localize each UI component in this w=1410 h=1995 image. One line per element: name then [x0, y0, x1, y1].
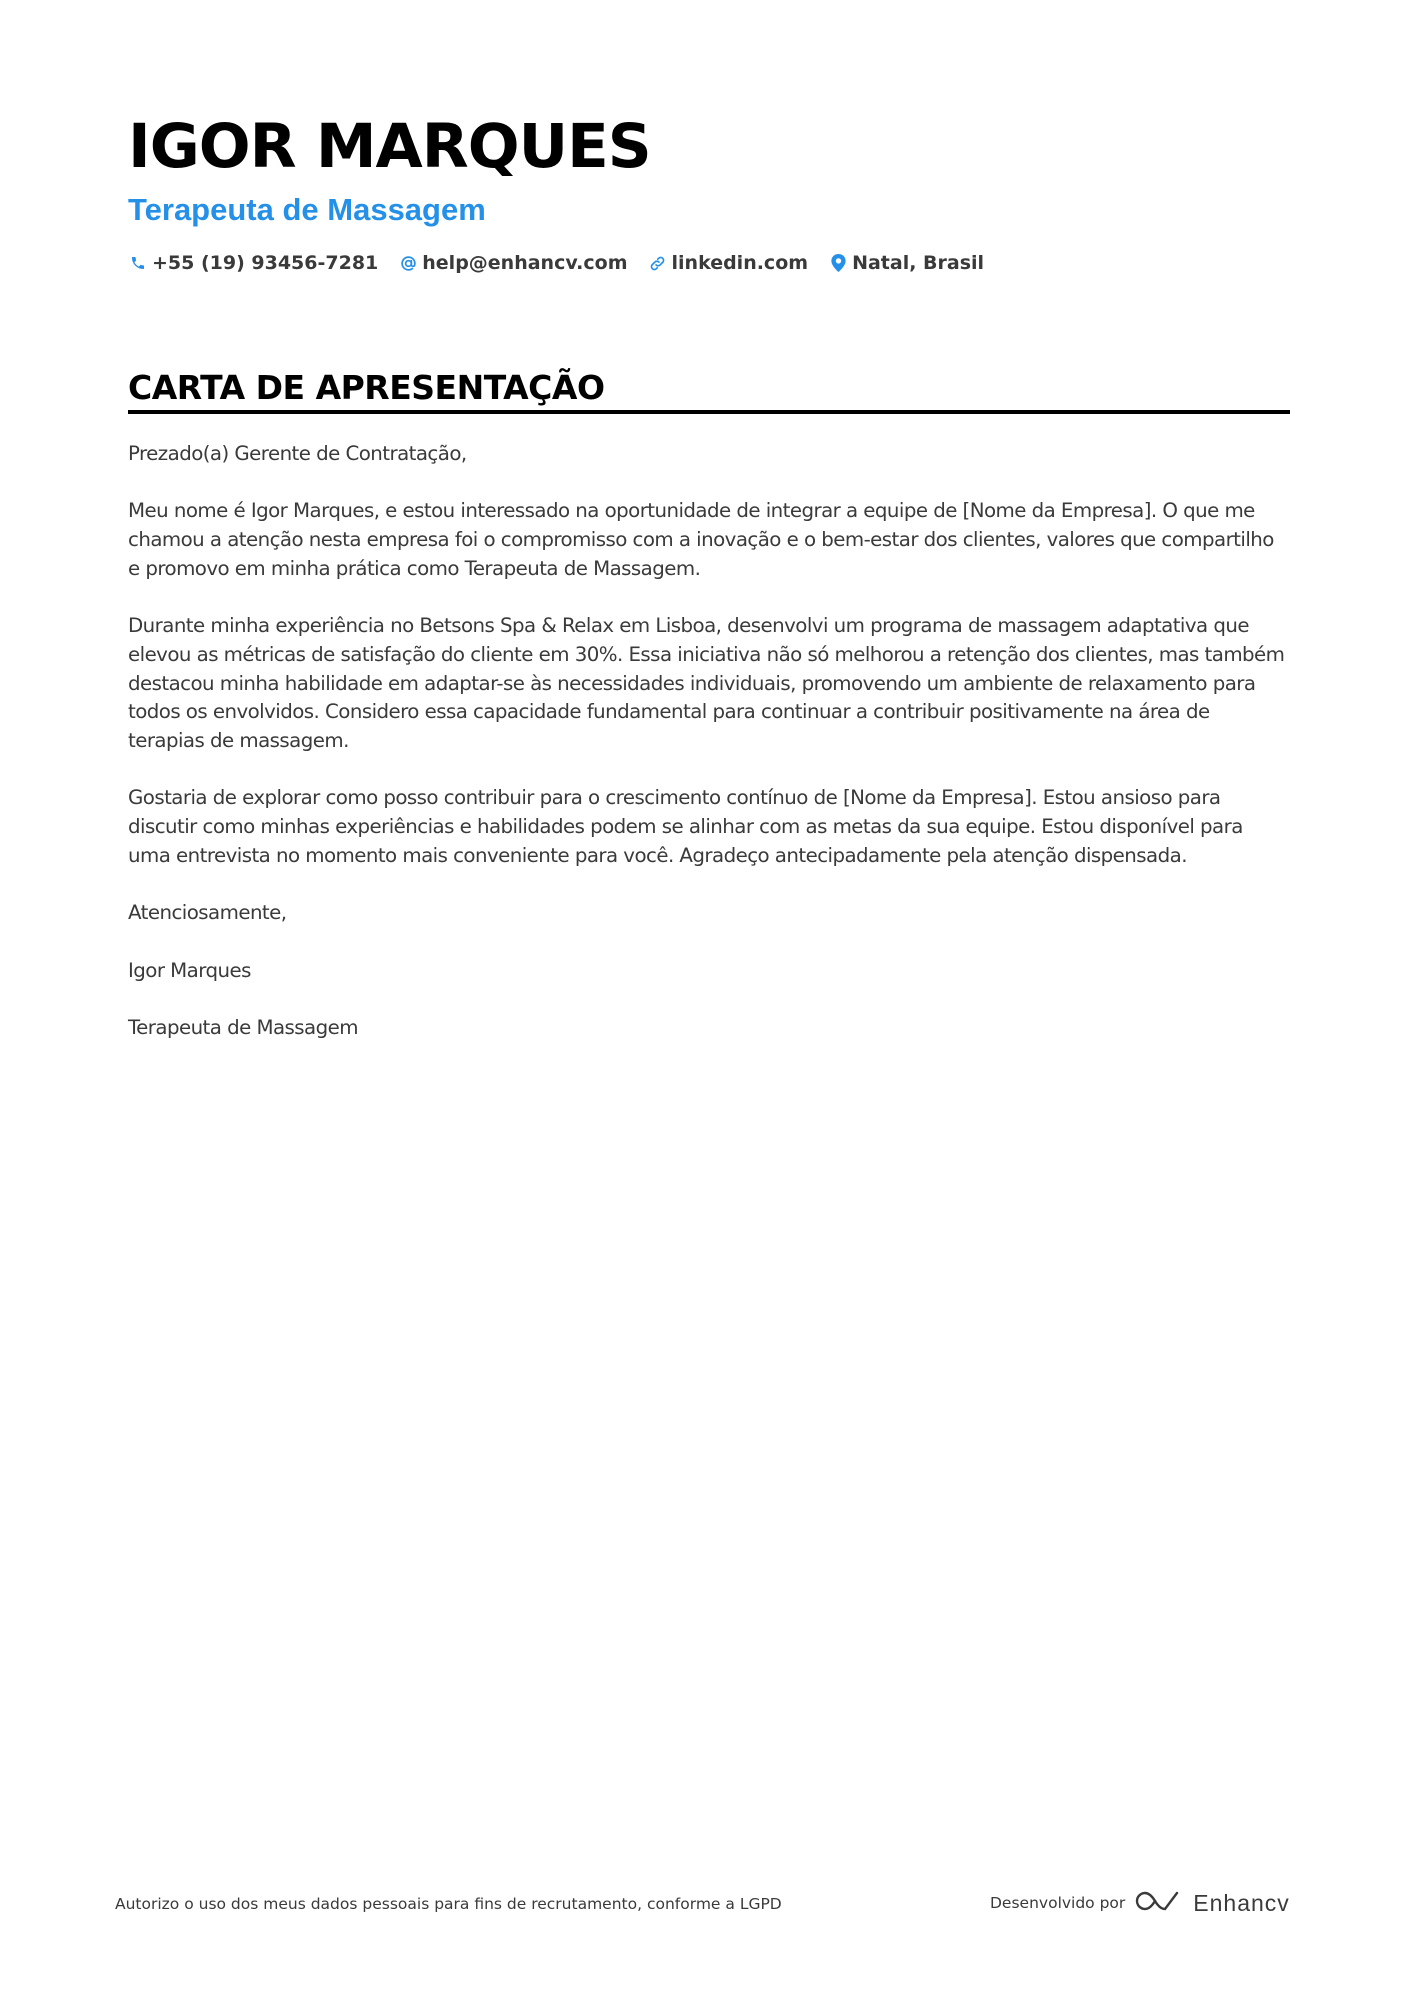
signature-title: Terapeuta de Massagem	[128, 1015, 358, 1039]
contact-linkedin[interactable]	[648, 252, 809, 274]
contact-email[interactable]	[398, 252, 627, 274]
letter-paragraph-3: Gostaria de explorar como posso contribuir para o crescimento contínuo de [Nome da Empresa]. Estou ansioso para discutir como minhas experiências e habilidades podem se alinhar com as metas da sua equipe. Estou disponível para uma entrevista no momento mais conveniente para você. Agradeço antecipadamente pela atenção dispensada.	[128, 786, 1243, 867]
letter-paragraph-1: Meu nome é Igor Marques, e estou interessado na oportunidade de integrar a equipe de [Nome da Empresa]. O que me chamou a atenção nesta empresa foi o compromisso com a inovação e o bem-estar dos clientes, valores que compartilho e promovo em minha prática como Terapeuta de Massagem.	[128, 499, 1274, 580]
section-divider	[128, 410, 1290, 414]
contact-location-text: Natal, Brasil	[852, 252, 985, 274]
letter-paragraph-2: Durante minha experiência no Betsons Spa & Relax em Lisboa, desenvolvi um programa de massagem adaptativa que elevou as métricas de satisfação do cliente em 30%. Essa iniciativa não só melhorou a retenção dos clientes, mas também destacou minha habilidade em adaptar-se às necessidades individuais, promovendo um ambiente de relaxamento para todos os envolvidos. Considero essa capacidade fundamental para continuar a contribuir positivamente na área de terapias de massagem.	[128, 614, 1285, 752]
contact-location	[828, 252, 984, 274]
candidate-role: Terapeuta de Massagem	[128, 192, 486, 227]
section-title: CARTA DE APRESENTAÇÃO	[128, 368, 605, 407]
at-icon	[398, 253, 418, 273]
link-icon	[648, 253, 668, 273]
location-pin-icon	[828, 253, 848, 273]
contact-phone[interactable]	[128, 252, 378, 274]
letter-body	[128, 440, 1290, 1071]
contact-linkedin-text: linkedin.com	[671, 252, 809, 274]
contact-email-text: help@enhancv.com	[422, 252, 628, 274]
candidate-name: IGOR MARQUES	[128, 111, 651, 182]
signature-name: Igor Marques	[128, 958, 251, 982]
letter-closing: Atenciosamente,	[128, 901, 287, 925]
brand-name: Enhancv	[1193, 1889, 1290, 1916]
letter-greeting: Prezado(a) Gerente de Contratação,	[128, 442, 467, 465]
phone-icon	[128, 253, 148, 273]
footer-branding[interactable]	[990, 1888, 1290, 1918]
powered-by-label: Desenvolvido por	[990, 1894, 1126, 1912]
contact-bar	[128, 252, 1004, 274]
contact-phone-text: +55 (19) 93456-7281	[152, 252, 379, 274]
enhancv-logo-icon	[1135, 1888, 1183, 1918]
footer-consent: Autorizo o uso dos meus dados pessoais para fins de recrutamento, conforme a LGPD	[115, 1895, 782, 1913]
